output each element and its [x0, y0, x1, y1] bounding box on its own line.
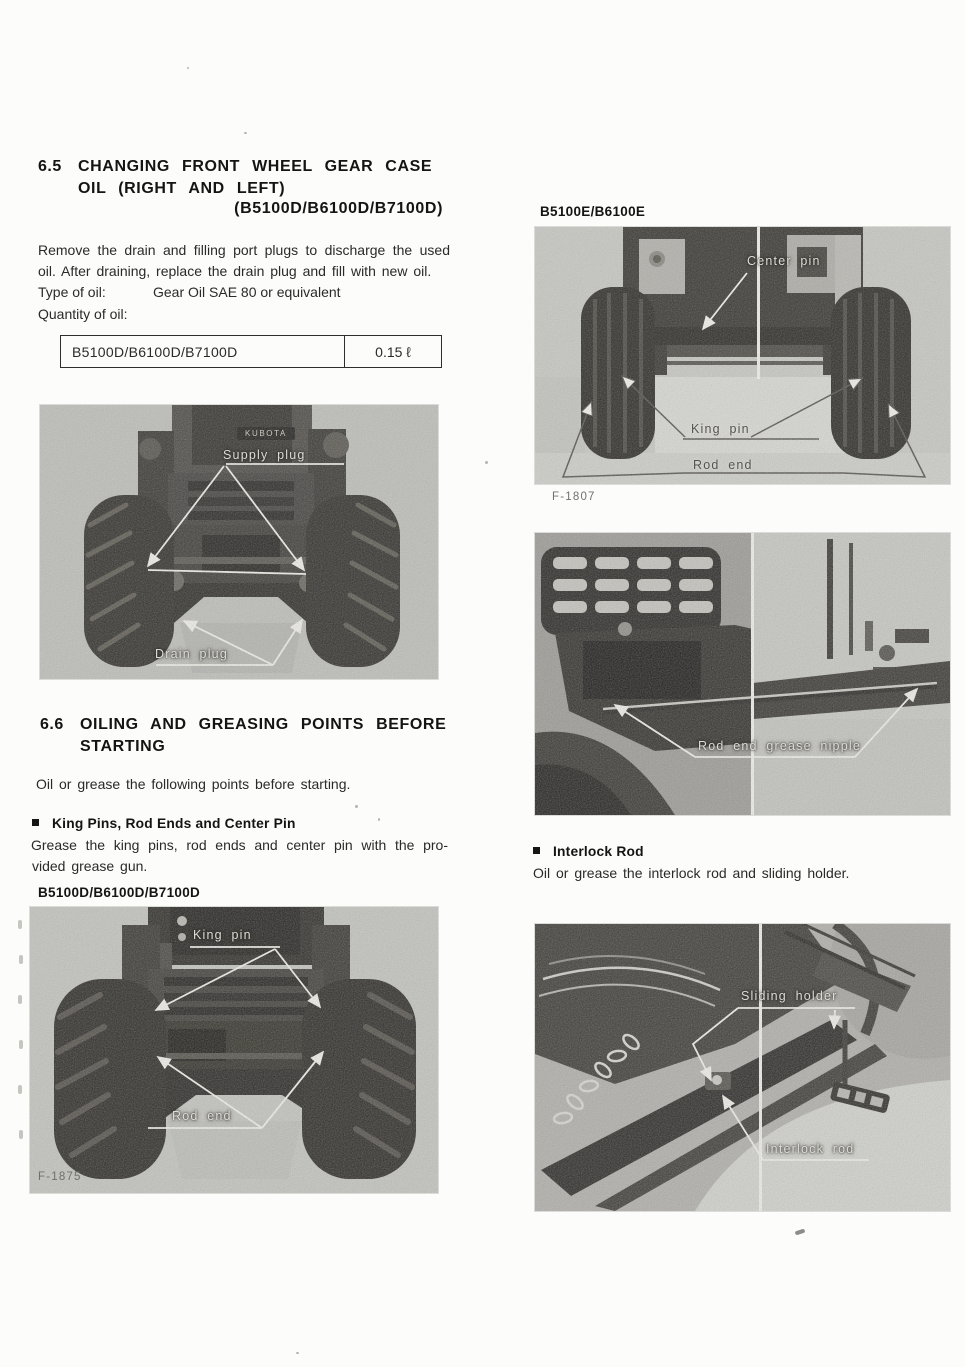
scan-mark: [18, 995, 22, 1004]
bullet-square-icon: [32, 819, 39, 826]
scan-speck: [244, 132, 247, 134]
scan-speck: [485, 461, 488, 464]
scan-mark: [18, 920, 22, 929]
section-6-5-title-1: CHANGING FRONT WHEEL GEAR CASE: [78, 158, 433, 175]
section-6-5-heading-line2: OIL (RIGHT AND LEFT): [78, 180, 286, 197]
scan-mark: [19, 1130, 23, 1139]
para-line: Remove the drain and filling port plugs to discharge the used: [38, 242, 450, 258]
oil-quantity-table: [60, 335, 442, 368]
section-6-5-heading-line1: [38, 158, 432, 176]
scan-speck: [355, 805, 358, 808]
figure-code-f1875: F-1875: [38, 1171, 82, 1183]
scan-mark: [18, 1085, 22, 1094]
scan-speck: [296, 1352, 299, 1354]
model-label-b5100d: B5100D/B6100D/B7100D: [38, 885, 201, 900]
photo-label-supply-plug: Supply plug: [223, 448, 306, 462]
king-pins-body-line: Grease the king pins, rod ends and center pin with the pro-: [31, 837, 448, 853]
bullet-square-icon: [533, 847, 540, 854]
photo-label-king-pin: King pin: [193, 928, 252, 942]
scan-speck: [187, 67, 189, 69]
photo-label-rod-end: Rod end: [693, 458, 753, 472]
section-6-5-heading-models: (B5100D/B6100D/B7100D): [234, 200, 443, 217]
section-6-6-intro: Oil or grease the following points before starting.: [36, 776, 351, 792]
interlock-photo-art: [535, 924, 950, 1211]
king-pin-photo-art: [30, 907, 438, 1193]
subsection-king-pins-title: [32, 816, 296, 831]
gearcase-photo-art: [40, 405, 438, 679]
photo-label-sliding-holder: Sliding holder: [741, 989, 838, 1003]
section-6-5-number: 6.5: [38, 158, 62, 175]
king-pins-body-line: vided grease gun.: [32, 858, 148, 874]
model-label-b5100e: B5100E/B6100E: [540, 204, 646, 219]
section-6-6-heading-line1: [40, 716, 446, 734]
figure-b5100e-axle-photo: [535, 227, 950, 484]
table-cell-model: B5100D/B6100D/B7100D: [61, 336, 345, 367]
oil-type-value: Gear Oil SAE 80 or equivalent: [153, 284, 341, 300]
section-6-6-number: 6.6: [40, 716, 64, 733]
scan-mark: [19, 955, 23, 964]
section-6-6-title-1: OILING AND GREASING POINTS BEFORE: [80, 716, 447, 733]
scan-mark: [19, 1040, 23, 1049]
interlock-title-text: Interlock Rod: [553, 844, 644, 859]
table-cell-quantity: 0.15 ℓ: [375, 343, 411, 360]
figure-interlock-rod-photo: [535, 924, 950, 1211]
photo-label-king-pin: King pin: [691, 422, 750, 436]
section-6-6-heading-line2: STARTING: [80, 738, 166, 755]
figure-grease-nipple-photo: [535, 533, 950, 815]
photo-label-rod-end: Rod end: [172, 1109, 232, 1123]
photo-label-center-pin: Center pin: [747, 254, 821, 268]
scan-speck: [378, 818, 380, 821]
b5100e-axle-photo-art: [535, 227, 950, 484]
para-line: oil. After draining, replace the drain plug and fill with new oil.: [38, 263, 432, 279]
photo-label-drain-plug: Drain plug: [155, 647, 228, 661]
subsection-interlock-title: [533, 844, 644, 859]
kubota-logo: KUBOTA: [245, 429, 287, 438]
figure-code-f1807: F-1807: [552, 491, 596, 503]
photo-label-rod-end-grease-nipple: Rod end grease nipple: [698, 739, 861, 753]
scan-smudge: [795, 1229, 806, 1236]
king-pins-title-text: King Pins, Rod Ends and Center Pin: [52, 816, 296, 831]
figure-gearcase-plugs-photo: [40, 405, 438, 679]
grease-nipple-photo-art: [535, 533, 950, 815]
oil-type-label: Type of oil:: [38, 284, 106, 300]
photo-label-interlock-rod: Interlock rod: [766, 1142, 855, 1156]
interlock-body: Oil or grease the interlock rod and sliding holder.: [533, 865, 850, 881]
figure-king-pin-rod-end-photo: [30, 907, 438, 1193]
oil-quantity-label: Quantity of oil:: [38, 306, 128, 322]
